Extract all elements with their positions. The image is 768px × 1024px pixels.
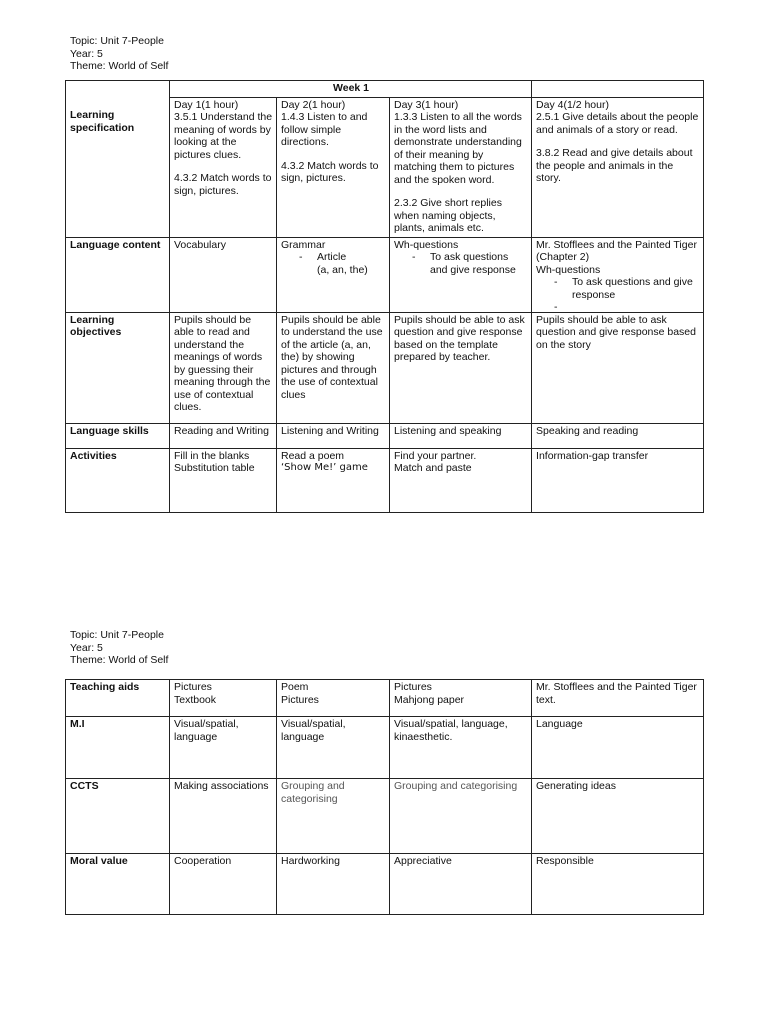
spec-day4-item: 2.5.1 Give details about the people and animals of a story or read.: [536, 111, 699, 136]
cell-learning-spec-day3: [390, 97, 532, 237]
cell-mi-day1: Visual/spatial, language: [170, 717, 277, 779]
row-label-activities: Activities: [66, 448, 170, 512]
cell-activities-day3: [390, 448, 532, 512]
cell-content-day3: [390, 237, 532, 312]
spec-day2-item: 4.3.2 Match words to sign, pictures.: [281, 159, 379, 184]
row-label-teaching-aids: Teaching aids: [66, 680, 170, 717]
spec-day3-item: 2.3.2 Give short replies when naming objects, plants, animals etc.: [394, 197, 502, 234]
row-label-learning-objectives: Learning objectives: [66, 312, 170, 423]
cell-ccts-day2: Grouping and categorising: [277, 779, 390, 854]
cell-moral-day1: Cooperation: [170, 854, 277, 915]
cell-aids-day3: [390, 680, 532, 717]
cell-learning-spec-day2: [277, 97, 390, 237]
activity-item: ‘Show Me!’ game: [281, 462, 368, 473]
day3-heading: Day 3(1 hour): [394, 98, 459, 111]
theme-line: Theme: World of Self: [70, 654, 169, 666]
cell-ccts-day4: Generating ideas: [532, 779, 704, 854]
cell-moral-day4: Responsible: [532, 854, 704, 915]
row-label-mi: M.I: [66, 717, 170, 779]
cell-content-day1: Vocabulary: [170, 237, 277, 312]
spec-day3-item: 1.3.3 Listen to all the words in the word lists and demonstrate understanding of their meaning by matching them to pictures and the spoken word.: [394, 111, 522, 186]
cell-activities-day1: [170, 448, 277, 512]
activity-item: Read a poem: [281, 449, 345, 462]
cell-objectives-day1: Pupils should be able to read and understand the meanings of words by guessing their meaning through the use of contextual clues.: [170, 312, 277, 423]
cell-moral-day3: Appreciative: [390, 854, 532, 915]
content-day4-sub: Wh-questions: [536, 263, 601, 276]
week-heading: Week 1: [170, 81, 532, 98]
topic-line: Topic: Unit 7-People: [70, 35, 164, 47]
lesson-plan-table-week1: [65, 80, 704, 513]
cell-content-day2: [277, 237, 390, 312]
cell-ccts-day1: Making associations: [170, 779, 277, 854]
cell-learning-spec-day1: [170, 97, 277, 237]
row-label-language-content: Language content: [66, 237, 170, 312]
activity-item: Fill in the blanks: [174, 449, 250, 462]
cell-moral-day2: Hardworking: [277, 854, 390, 915]
cell-mi-day2: Visual/spatial, language: [277, 717, 390, 779]
cell-objectives-day4: Pupils should be able to ask question and give response based on the story: [532, 312, 704, 423]
day2-heading: Day 2(1 hour): [281, 98, 346, 111]
day1-heading: Day 1(1 hour): [174, 98, 239, 111]
aid-item: Pictures: [174, 681, 212, 693]
cell-activities-day2: [277, 448, 390, 512]
row-label-language-skills: Language skills: [66, 423, 170, 448]
topic-line: Topic: Unit 7-People: [70, 629, 164, 641]
aid-item: Mr. Stofflees and the Painted Tiger text.: [536, 681, 697, 706]
content-day2-item: - Article: [299, 251, 386, 264]
cell-aids-day1: [170, 680, 277, 717]
year-line: Year: 5: [70, 641, 103, 654]
cell-aids-day2: [277, 680, 390, 717]
row-label-moral-value: Moral value: [66, 854, 170, 915]
row-label-ccts: CCTS: [66, 779, 170, 854]
aid-item: Mahjong paper: [394, 693, 465, 706]
content-day2-sub: (a, an, the): [317, 263, 368, 276]
cell-objectives-day2: Pupils should be able to understand the use of the article (a, an, the) by showing pictures and through the use of contextual clues: [277, 312, 390, 423]
aid-item: Pictures: [394, 681, 432, 693]
spec-day1-item: 4.3.2 Match words to sign, pictures.: [174, 172, 272, 197]
activity-item: Substitution table: [174, 462, 255, 474]
day4-heading: Day 4(1/2 hour): [536, 98, 609, 111]
activity-item: Information-gap transfer: [536, 449, 649, 462]
aid-item: Pictures: [281, 693, 319, 706]
aid-item: Poem: [281, 681, 309, 693]
cell-objectives-day3: Pupils should be able to ask question and give response based on the template prepared by teacher.: [390, 312, 532, 423]
row-label-learning-specification: Learning specification: [66, 97, 170, 237]
cell-learning-spec-day4: [532, 97, 704, 237]
activity-item: Match and paste: [394, 462, 472, 474]
content-day3-title: Wh-questions: [394, 238, 459, 251]
cell-skills-day1: Reading and Writing: [170, 423, 277, 448]
spec-day4-item: 3.8.2 Read and give details about the people and animals in the story.: [536, 147, 693, 184]
empty-corner-cell: [66, 81, 170, 98]
page1-header: [70, 35, 168, 73]
cell-activities-day4: [532, 448, 704, 512]
year-line: Year: 5: [70, 47, 103, 60]
week-spacer-cell: [532, 81, 704, 98]
cell-content-day4: [532, 237, 704, 312]
cell-skills-day3: Listening and speaking: [390, 423, 532, 448]
content-day4-title: Mr. Stofflees and the Painted Tiger (Chapter 2): [536, 238, 697, 263]
cell-skills-day4: Speaking and reading: [532, 423, 704, 448]
content-day3-item: - To ask questions and give response: [412, 251, 528, 276]
cell-aids-day4: [532, 680, 704, 717]
cell-mi-day4: Language: [532, 717, 704, 779]
cell-ccts-day3: Grouping and categorising: [390, 779, 532, 854]
cell-skills-day2: Listening and Writing: [277, 423, 390, 448]
spec-day2-item: 1.4.3 Listen to and follow simple directions.: [281, 111, 368, 148]
cell-mi-day3: Visual/spatial, language, kinaesthetic.: [390, 717, 532, 779]
theme-line: Theme: World of Self: [70, 60, 169, 72]
activity-item: Find your partner.: [394, 449, 477, 462]
aid-item: Textbook: [174, 693, 217, 706]
content-day2-title: Grammar: [281, 238, 326, 251]
spec-day1-item: 3.5.1 Understand the meaning of words by looking at the pictures clues.: [174, 111, 273, 161]
content-day4-item: - To ask questions and give response: [554, 276, 700, 301]
lesson-plan-table-continued: [65, 679, 704, 915]
page2-header: [70, 629, 168, 667]
